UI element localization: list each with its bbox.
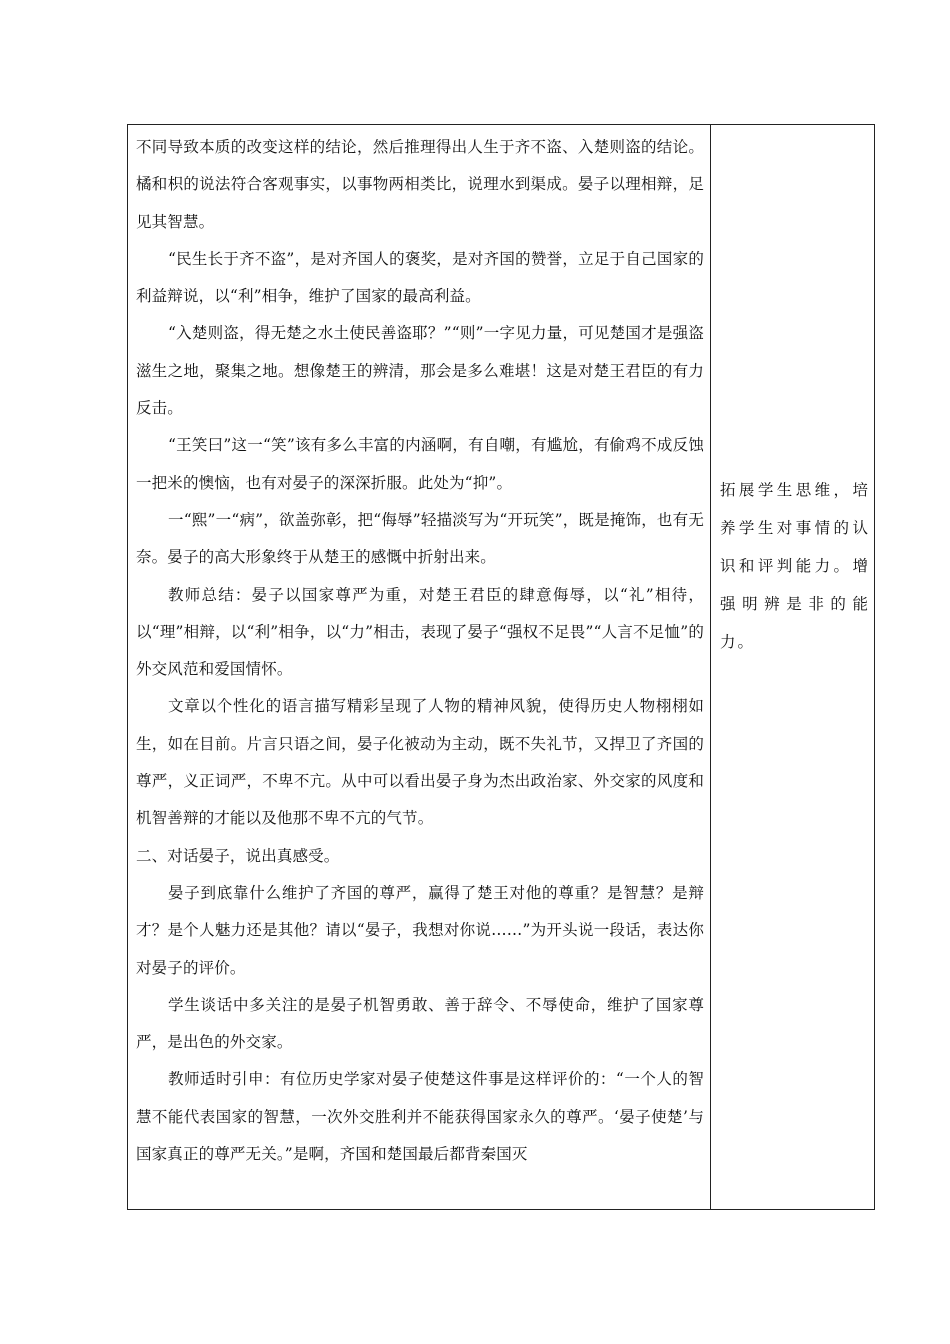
paragraph-5: 一“熙”一“病”，欲盖弥彰，把“侮辱”轻描淡写为“开玩笑”，既是掩饰，也有无奈。晏子的高大形象终于从楚王的感慨中折射出来。 [136, 510, 704, 567]
design-intent-note: 拓展学生思维，培养学生对事情的认识和评判能力。增强明辨是非的能力。 [720, 481, 870, 651]
paragraph-7: 文章以个性化的语言描写精彩呈现了人物的精神风貌，使得历史人物栩栩如生，如在目前。片言只语之间，晏子化被动为主动，既不失礼节，又捍卫了齐国的尊严，义正词严，不卑不亢。从中可以看出晏子身为杰出政治家、外交家的风度和机智善辩的才能以及他那不卑不亢的气节。 [136, 697, 704, 828]
section-heading: 二、对话晏子，说出真感受。 [136, 846, 340, 865]
lesson-table [127, 124, 875, 1210]
paragraph-10: 教师适时引申：有位历史学家对晏子使楚这件事是这样评价的：“一个人的智慧不能代表国家的智慧，一次外交胜利并不能获得国家永久的尊严。‘晏子使楚’与国家真正的尊严无关。”是啊，齐国和楚国最后都背秦国灭 [136, 1070, 704, 1164]
paragraph-2: “民生长于齐不盗”，是对齐国人的褒奖，是对齐国的赞誉，立足于自己国家的利益辩说，以“利”相争，维护了国家的最高利益。 [136, 249, 704, 306]
teaching-process-column [136, 129, 704, 1173]
paragraph-1: 不同导致本质的改变这样的结论，然后推理得出人生于齐不盗、入楚则盗的结论。橘和枳的说法符合客观事实，以事物两相类比，说理水到渠成。晏子以理相辩，足见其智慧。 [136, 138, 704, 231]
paragraph-8: 晏子到底靠什么维护了齐国的尊严，赢得了楚王对他的尊重？是智慧？是辩才？是个人魅力还是其他？请以“晏子，我想对你说……”为开头说一段话，表达你对晏子的评价。 [136, 883, 704, 977]
paragraph-6: 教师总结：晏子以国家尊严为重，对楚王君臣的肆意侮辱，以“礼”相待，以“理”相辩，以“利”相争，以“力”相击，表现了晏子“强权不足畏”“人言不足恤”的外交风范和爱国情怀。 [136, 585, 704, 679]
paragraph-4: “王笑曰”这一“笑”该有多么丰富的内涵啊，有自嘲，有尴尬，有偷鸡不成反蚀一把米的懊恼，也有对晏子的深深折服。此处为“抑”。 [136, 436, 704, 492]
design-intent-column [720, 471, 870, 661]
paragraph-9: 学生谈话中多关注的是晏子机智勇敢、善于辞令、不辱使命，维护了国家尊严，是出色的外交家。 [136, 995, 704, 1052]
column-divider [710, 125, 711, 1209]
paragraph-3: “入楚则盗，得无楚之水土使民善盗耶？”“则”一字见力量，可见楚国才是强盗滋生之地，聚集之地。想像楚王的辨清，那会是多么难堪！这是对楚王君臣的有力反击。 [136, 324, 704, 418]
